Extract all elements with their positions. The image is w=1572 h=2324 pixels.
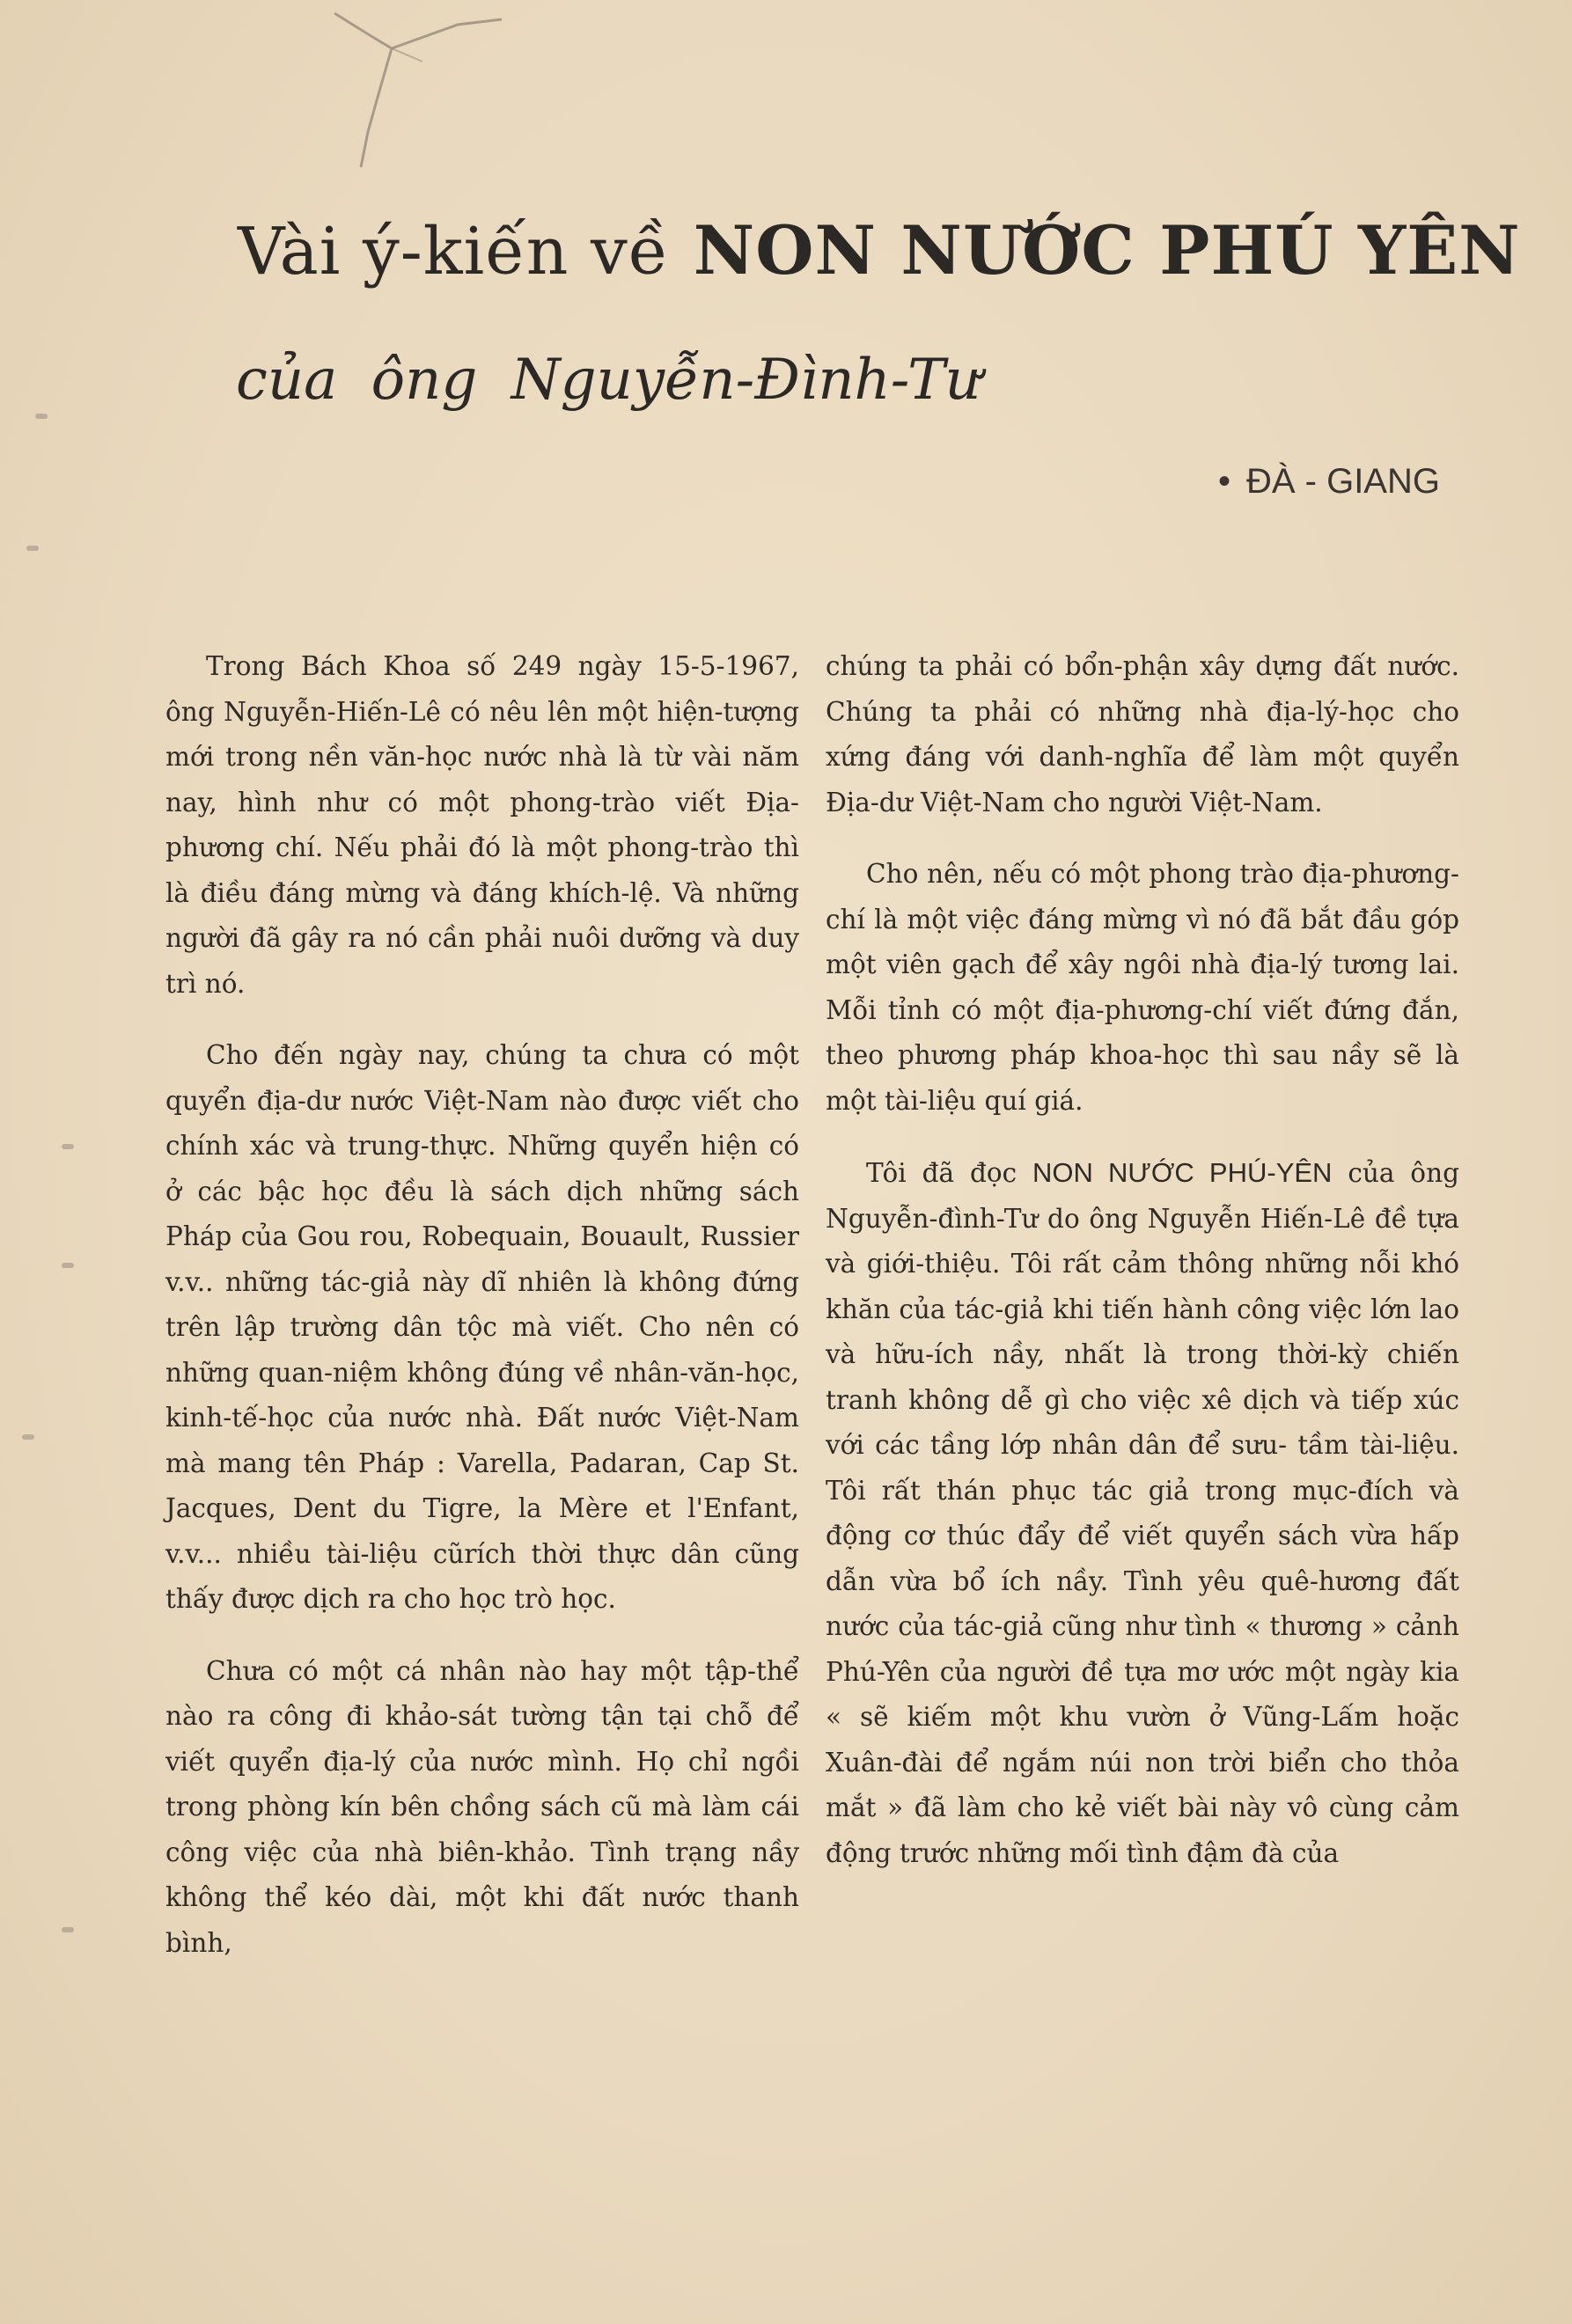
- title-part-2: NON NƯỚC PHÚ YÊN: [693, 211, 1521, 290]
- right-paragraph-1: chúng ta phải có bổn-phận xây dựng đất nước. Chúng ta phải có những nhà địa-lý-học cho xứng đáng với danh-nghĩa để làm một quyển Địa-dư Việt-Nam cho người Việt-Nam.: [826, 651, 1459, 817]
- author-bullet: •: [1217, 462, 1230, 501]
- book-title: NON NƯỚC PHÚ-YÊN: [1032, 1157, 1333, 1188]
- paper-mark: [35, 414, 48, 419]
- right-column: [826, 644, 1459, 1902]
- left-column: [165, 644, 799, 1992]
- right-paragraph-3-start: Tôi đã đọc: [866, 1158, 1017, 1188]
- paper-mark: [22, 1434, 34, 1440]
- title-part-1: Vài ý-kiến về: [238, 214, 670, 290]
- article-title: [238, 211, 1521, 290]
- paper-mark: [62, 1263, 74, 1268]
- right-paragraph-2: Cho nên, nếu có một phong trào địa-phương-chí là một việc đáng mừng vì nó đã bắt đầu góp một viên gạch để xây ngôi nhà địa-lý tương lai. Mỗi tỉnh có một địa-phương-chí viết đứng đắn, theo phương pháp khoa-học thì sau nầy sẽ là một tài-liệu quí giá.: [826, 859, 1459, 1116]
- paper-mark: [26, 546, 39, 551]
- left-paragraph-2: Cho đến ngày nay, chúng ta chưa có một quyển địa-dư nước Việt-Nam nào được viết cho chính xác và trung-thực. Những quyển hiện có ở các bậc học đều là sách dịch những sách Pháp của Gou rou, Robequain, Bouault, Russier v.v.. những tác-giả này dĩ nhiên là không đứng trên lập trường dân tộc mà viết. Cho nên có những quan-niệm không đúng về nhân-văn-học, kinh-tế-học của nước nhà. Đất nước Việt-Nam mà mang tên Pháp : Varella, Padaran, Cap St. Jacques, Dent du Tigre, la Mère et l'Enfant, v.v... nhiều tài-liệu cũrích thời thực dân cũng thấy được dịch ra cho học trò học.: [165, 1040, 799, 1614]
- left-paragraph-1: Trong Bách Khoa số 249 ngày 15-5-1967, ông Nguyễn-Hiến-Lê có nêu lên một hiện-tượng mới trong nền văn-học nước nhà là từ vài năm nay, hình như có một phong-trào viết Địa-phương chí. Nếu phải đó là một phong-trào thì là điều đáng mừng và đáng khích-lệ. Và những người đã gây ra nó cần phải nuôi dưỡng và duy trì nó.: [165, 651, 799, 999]
- paper-mark: [62, 1144, 74, 1149]
- author-name: ĐÀ - GIANG: [1245, 462, 1440, 501]
- right-paragraph-3-rest: của ông Nguyễn-đình-Tư do ông Nguyễn Hiến-Lê đề tựa và giới-thiệu. Tôi rất cảm thông những nỗi khó khăn của tác-giả khi tiến hành công việc lớn lao và hữu-ích nầy, nhất là trong thời-kỳ chiến tranh không dễ gì cho việc xê dịch và tiếp xúc với các tầng lớp nhân dân để sưu- tầm tài-liệu. Tôi rất thán phục tác giả trong mục-đích và động cơ thúc đẩy để viết quyển sách vừa hấp dẫn vừa bổ ích nầy. Tình yêu quê-hương đất nước của tác-giả cũng như tình « thương » cảnh Phú-Yên của người đề tựa mơ ước một ngày kia « sẽ kiếm một khu vườn ở Vũng-Lấm hoặc Xuân-đài để ngắm núi non trời biển cho thỏa mắt » đã làm cho kẻ viết bài này vô cùng cảm động trước những mối tình đậm đà của: [826, 1158, 1459, 1868]
- right-paragraph-3: [826, 1150, 1459, 1876]
- article-author: [1218, 462, 1440, 502]
- left-paragraph-3: Chưa có một cá nhân nào hay một tập-thể nào ra công đi khảo-sát tường tận tại chỗ để viết quyển địa-lý của nước mình. Họ chỉ ngồi trong phòng kín bên chồng sách cũ mà làm cái công việc của nhà biên-khảo. Tình trạng nầy không thể kéo dài, một khi đất nước thanh bình,: [165, 1655, 799, 1958]
- paper-crack: [317, 0, 599, 176]
- article-subtitle: của ông Nguyễn-Đình-Tư: [236, 348, 981, 413]
- paper-mark: [62, 1927, 74, 1932]
